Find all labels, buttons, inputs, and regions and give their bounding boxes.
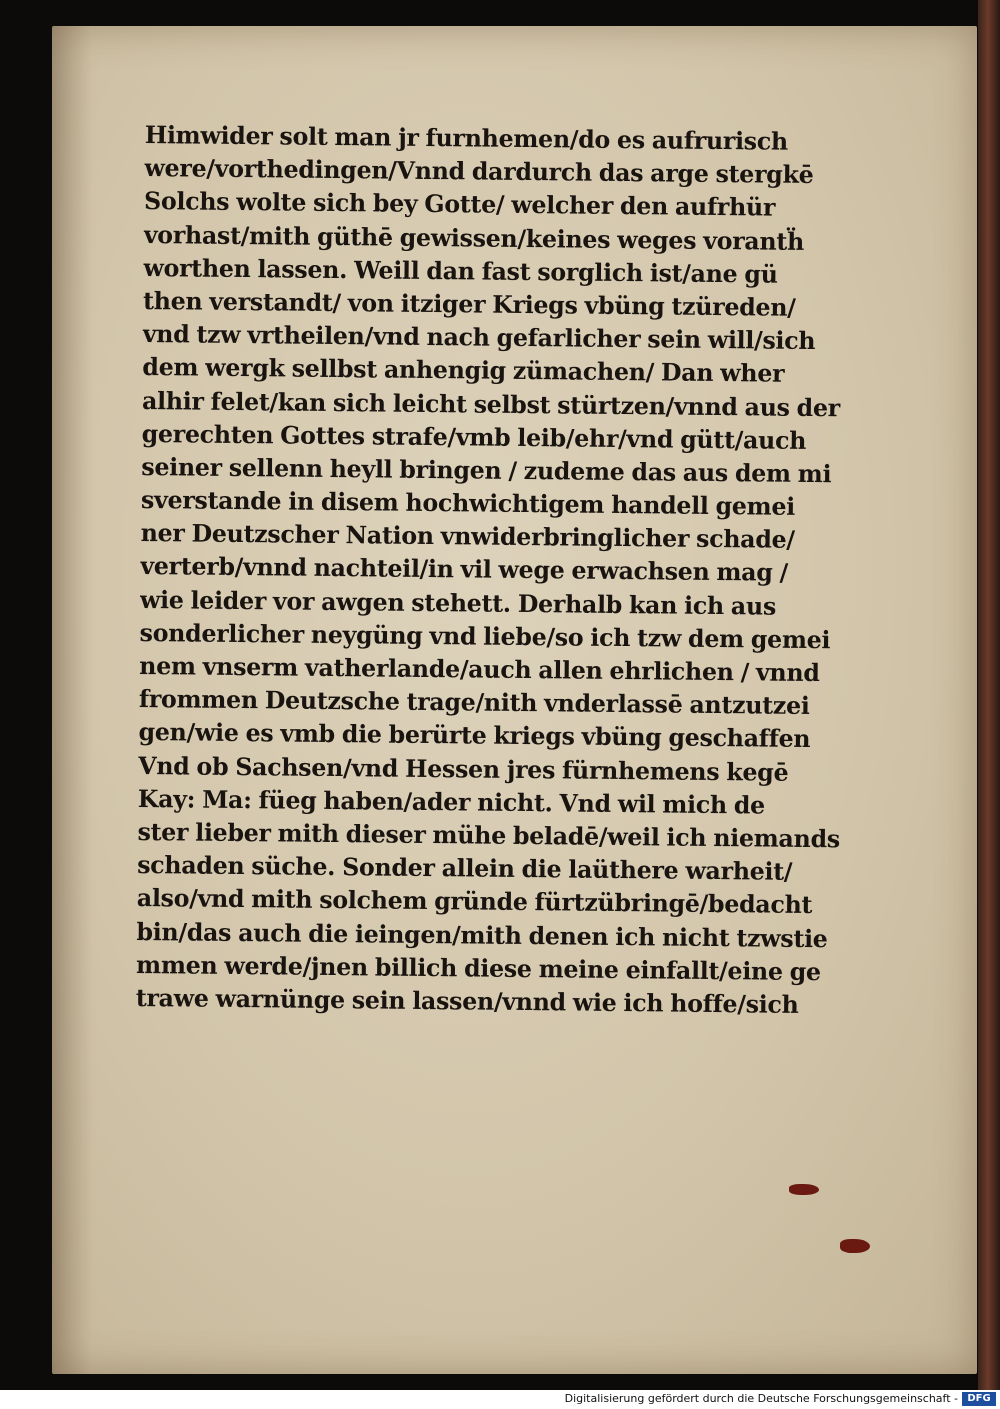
dfg-logo[interactable]: DFG [962,1392,996,1406]
text-line: Solchs wolte sich bey Gotte/ welcher den aufrhür [143,186,776,222]
text-line: sverstande in disem hochwichtigem handell gemei [140,485,796,521]
footer-bar [0,1390,1000,1409]
text-line: Himwider solt man jr furnhemen/do es aufrurisch [144,119,789,156]
ink-blot [789,1184,819,1195]
text-line: mmen werde/jnen billich diese meine einfallt/eine ge [135,949,821,986]
text-line: vnd tzw vrtheilen/vnd nach gefarlicher sein will/sich [142,319,816,356]
text-line: verterb/vnnd nachteil/in vil wege erwachsen mag / [140,551,789,588]
text-line: trawe warnünge sein lassen/vnnd wie ich hoffe/sich [135,982,799,1019]
text-line: Vnd ob Sachsen/vnd Hessen jres fürnhemens kegē [138,750,789,787]
text-line: gerechten Gottes strafe/vmb leib/ehr/vnd gütt/auch [141,418,807,455]
text-line: worthen lassen. Weill dan fast sorglich ist/ane gü [143,252,778,289]
text-line: then verstandt/ von itziger Kriegs vbüng tzüreden/ [142,285,796,322]
book-edge [978,0,1000,1390]
text-line: vorhast/mith güthē gewissen/keines weges vorantḧ [143,219,805,256]
text-line: seiner sellenn heyll bringen / zudeme das aus dem mi [141,451,832,489]
text-line: bin/das auch die ieingen/mith denen ich nicht tzwstie [136,916,828,953]
text-line: schaden süche. Sonder allein die laüthere warheit/ [137,850,793,886]
text-line: gen/wie es vmb die berürte kriegs vbüng geschaffen [138,717,811,754]
text-line: alhir felet/kan sich leicht selbst stürtzen/vnnd aus der [141,385,841,422]
text-line: dem wergk sellbst anhengig zümachen/ Dan wher [142,352,785,389]
text-line: were/vorthedingen/Vnnd dardurch das arge stergkē [144,153,814,190]
text-line: ner Deutzscher Nation vnwiderbringlicher schade/ [140,518,795,555]
text-line: frommen Deutzsche trage/nith vnderlassē antzutzei [138,684,810,721]
footer-credit: Digitalisierung gefördert durch die Deutsche Forschungsgemeinschaft - [564,1392,958,1405]
text-line: Kay: Ma: füeg haben/ader nicht. Vnd wil mich de [137,783,766,820]
page-text-block [136,118,945,1022]
ink-blot [840,1239,870,1253]
text-line: ster lieber mith dieser mühe beladē/weil ich niemands [137,816,841,854]
text-line: wie leider vor awgen stehett. Derhalb kan ich aus [139,584,777,621]
text-line: nem vnserm vatherlande/auch allen ehrlichen / vnnd [139,650,820,688]
page-gutter-shadow [52,26,92,1374]
text-line: also/vnd mith solchem gründe fürtzübringē/bedacht [136,883,813,920]
text-line: sonderlicher neygüng vnd liebe/so ich tzw dem gemei [139,617,831,655]
